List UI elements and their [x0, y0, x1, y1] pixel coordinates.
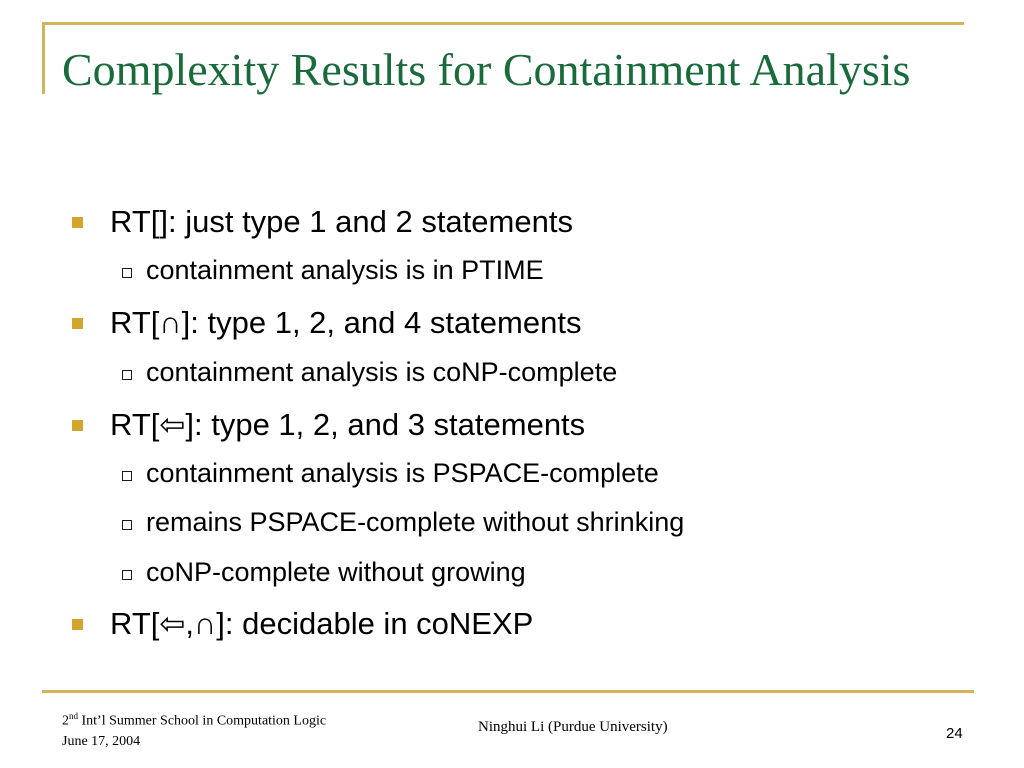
bullet-rt-arrow-intersection — [72, 606, 533, 642]
sub-bullet-conp — [122, 357, 617, 388]
footer-rule — [42, 690, 974, 693]
bullet-text-prefix: RT[ — [110, 305, 160, 340]
hollow-square-bullet-icon — [122, 370, 132, 380]
footer-presenter: Ninghui Li (Purdue University) — [478, 719, 668, 735]
hollow-square-bullet-icon — [122, 268, 132, 278]
sub-bullet-pspace-shrinking — [122, 507, 684, 538]
sub-bullet-text: containment analysis is in PTIME — [146, 255, 544, 285]
bullet-text-prefix: RT[ — [110, 606, 160, 641]
square-bullet-icon — [72, 619, 83, 630]
left-arrow-symbol: ⇦ — [159, 407, 186, 442]
footer-event-sup: nd — [69, 711, 78, 721]
sub-bullet-text: containment analysis is coNP-complete — [146, 357, 618, 387]
footer-date: June 17, 2004 — [62, 733, 141, 749]
hollow-square-bullet-icon — [122, 570, 132, 580]
sub-bullet-conp-growing — [122, 557, 526, 588]
footer-event-num: 2 — [62, 713, 69, 729]
page-number: 24 — [946, 725, 963, 742]
footer-event — [62, 706, 326, 752]
square-bullet-icon — [72, 217, 83, 228]
footer-event-name: Int’l Summer School in Computation Logic — [78, 713, 327, 729]
sub-bullet-text: remains PSPACE-complete without shrinking — [146, 507, 685, 537]
intersection-symbol: ∩ — [159, 305, 182, 340]
square-bullet-icon — [72, 420, 83, 431]
sub-bullet-text: containment analysis is PSPACE-complete — [146, 458, 659, 488]
bullet-text-suffix: ]: type 1, 2, and 3 statements — [185, 407, 586, 442]
arrow-intersection-symbol: ⇦,∩ — [159, 606, 217, 641]
bullet-rt-arrow — [72, 407, 585, 443]
frame-left-rule — [42, 22, 45, 94]
bullet-rt-basic — [72, 204, 573, 240]
bullet-text-suffix: ]: decidable in coNEXP — [216, 606, 534, 641]
sub-bullet-text: coNP-complete without growing — [146, 557, 526, 587]
footer-event-line — [62, 706, 326, 732]
hollow-square-bullet-icon — [122, 520, 132, 530]
bullet-text-suffix: ]: type 1, 2, and 4 statements — [181, 305, 582, 340]
square-bullet-icon — [72, 318, 83, 329]
bullet-rt-intersection — [72, 305, 581, 341]
frame-top-rule — [42, 22, 964, 25]
hollow-square-bullet-icon — [122, 471, 132, 481]
bullet-text-prefix: RT[ — [110, 407, 160, 442]
sub-bullet-pspace — [122, 458, 659, 489]
bullet-text: RT[]: just type 1 and 2 statements — [110, 204, 573, 239]
sub-bullet-ptime — [122, 255, 544, 286]
slide-title: Complexity Results for Containment Analysis — [62, 44, 911, 95]
